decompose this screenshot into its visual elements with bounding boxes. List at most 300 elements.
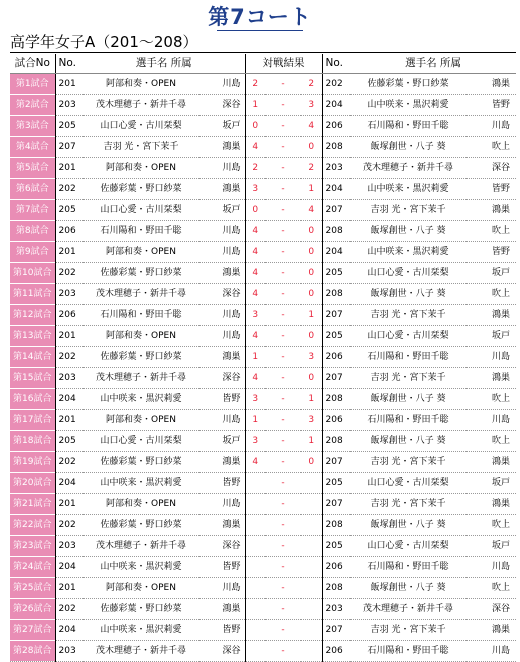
team1-no: 203 <box>55 95 83 116</box>
team1-affiliation: 川島 <box>199 305 245 326</box>
team1-players: 山中咲来・黒沢莉愛 <box>83 473 199 494</box>
team1-score: 3 <box>245 179 265 200</box>
team2-no: 206 <box>322 557 350 578</box>
score-separator: - <box>265 116 301 137</box>
table-row <box>10 368 516 389</box>
team1-no: 202 <box>55 179 83 200</box>
team2-score: 3 <box>301 410 322 431</box>
team1-players: 佐藤彩葉・野口紗菜 <box>83 452 199 473</box>
match-no-cell: 第9試合 <box>10 242 55 263</box>
team2-players: 石川陽和・野田千聡 <box>350 347 466 368</box>
team2-score: 2 <box>301 158 322 179</box>
team2-affiliation: 吹上 <box>466 284 516 305</box>
team2-players: 石川陽和・野田千聡 <box>350 116 466 137</box>
team1-score: 3 <box>245 431 265 452</box>
team1-affiliation: 川島 <box>199 158 245 179</box>
team2-affiliation: 深谷 <box>466 158 516 179</box>
team2-no: 208 <box>322 389 350 410</box>
score-separator: - <box>265 74 301 95</box>
score-separator: - <box>265 599 301 620</box>
team1-affiliation: 坂戸 <box>199 200 245 221</box>
score-separator: - <box>265 368 301 389</box>
team2-affiliation: 川島 <box>466 410 516 431</box>
table-row <box>10 221 516 242</box>
team1-players: 山口心愛・古川栞梨 <box>83 200 199 221</box>
team1-players: 山中咲来・黒沢莉愛 <box>83 389 199 410</box>
match-no-cell: 第6試合 <box>10 179 55 200</box>
team2-score <box>301 515 322 536</box>
match-table <box>10 54 516 662</box>
team2-players: 飯塚創世・八子 葵 <box>350 284 466 305</box>
team2-no: 207 <box>322 200 350 221</box>
match-no-cell: 第20試合 <box>10 473 55 494</box>
team2-affiliation: 鴻巣 <box>466 620 516 641</box>
table-row <box>10 431 516 452</box>
team1-score: 1 <box>245 410 265 431</box>
match-no-cell: 第28試合 <box>10 641 55 662</box>
team1-no: 201 <box>55 326 83 347</box>
match-no-cell: 第24試合 <box>10 557 55 578</box>
team1-score <box>245 473 265 494</box>
match-no-cell: 第25試合 <box>10 578 55 599</box>
table-row <box>10 536 516 557</box>
score-separator: - <box>265 158 301 179</box>
team2-no: 204 <box>322 179 350 200</box>
match-no-cell: 第27試合 <box>10 620 55 641</box>
team2-players: 山口心愛・古川栞梨 <box>350 473 466 494</box>
team1-no: 203 <box>55 536 83 557</box>
match-no-cell: 第3試合 <box>10 116 55 137</box>
team2-players: 石川陽和・野田千聡 <box>350 557 466 578</box>
team2-score: 1 <box>301 431 322 452</box>
team2-affiliation: 吹上 <box>466 389 516 410</box>
team2-players: 山中咲来・黒沢莉愛 <box>350 179 466 200</box>
team1-score: 3 <box>245 305 265 326</box>
team2-affiliation: 皆野 <box>466 242 516 263</box>
team1-score: 0 <box>245 116 265 137</box>
team1-players: 佐藤彩葉・野口紗菜 <box>83 179 199 200</box>
table-row <box>10 347 516 368</box>
team1-affiliation: 川島 <box>199 326 245 347</box>
score-separator: - <box>265 347 301 368</box>
score-separator: - <box>265 557 301 578</box>
team1-affiliation: 坂戸 <box>199 116 245 137</box>
team2-affiliation: 吹上 <box>466 137 516 158</box>
team2-affiliation: 深谷 <box>466 599 516 620</box>
team2-no: 206 <box>322 641 350 662</box>
team1-no: 205 <box>55 200 83 221</box>
team1-affiliation: 川島 <box>199 221 245 242</box>
team2-no: 207 <box>322 494 350 515</box>
match-no-cell: 第7試合 <box>10 200 55 221</box>
team1-affiliation: 皆野 <box>199 389 245 410</box>
court-title: 第7コート <box>208 5 312 29</box>
table-row <box>10 179 516 200</box>
team1-score: 4 <box>245 284 265 305</box>
team2-no: 203 <box>322 599 350 620</box>
team2-affiliation: 坂戸 <box>466 326 516 347</box>
team1-no: 202 <box>55 263 83 284</box>
score-separator: - <box>265 620 301 641</box>
score-separator: - <box>265 326 301 347</box>
team2-no: 202 <box>322 74 350 95</box>
team2-players: 山口心愛・古川栞梨 <box>350 263 466 284</box>
team1-score: 0 <box>245 200 265 221</box>
table-row <box>10 620 516 641</box>
score-separator: - <box>265 494 301 515</box>
table-row <box>10 305 516 326</box>
team2-no: 204 <box>322 95 350 116</box>
team2-no: 208 <box>322 137 350 158</box>
match-no-cell: 第14試合 <box>10 347 55 368</box>
team1-no: 202 <box>55 452 83 473</box>
table-row <box>10 284 516 305</box>
team1-players: 阿部和奏・OPEN <box>83 578 199 599</box>
team1-players: 佐藤彩葉・野口紗菜 <box>83 599 199 620</box>
team1-score: 1 <box>245 95 265 116</box>
match-no-cell: 第15試合 <box>10 368 55 389</box>
team1-players: 茂木理穂子・新井千尋 <box>83 641 199 662</box>
score-separator: - <box>265 242 301 263</box>
team1-no: 206 <box>55 221 83 242</box>
team1-affiliation: 鴻巣 <box>199 452 245 473</box>
score-separator: - <box>265 137 301 158</box>
table-row <box>10 158 516 179</box>
team1-players: 山中咲来・黒沢莉愛 <box>83 557 199 578</box>
team2-no: 207 <box>322 368 350 389</box>
team2-players: 飯塚創世・八子 葵 <box>350 389 466 410</box>
match-no-cell: 第12試合 <box>10 305 55 326</box>
table-row <box>10 494 516 515</box>
team2-no: 206 <box>322 410 350 431</box>
team2-no: 204 <box>322 242 350 263</box>
team2-score <box>301 620 322 641</box>
team2-players: 吉羽 光・宮下茉千 <box>350 368 466 389</box>
score-separator: - <box>265 284 301 305</box>
team2-players: 茂木理穂子・新井千尋 <box>350 158 466 179</box>
score-separator: - <box>265 578 301 599</box>
team2-no: 207 <box>322 620 350 641</box>
score-separator: - <box>265 95 301 116</box>
team1-score: 1 <box>245 347 265 368</box>
team2-players: 山口心愛・古川栞梨 <box>350 326 466 347</box>
team1-players: 山口心愛・古川栞梨 <box>83 116 199 137</box>
team1-affiliation: 深谷 <box>199 368 245 389</box>
team2-score: 3 <box>301 95 322 116</box>
team1-players: 佐藤彩葉・野口紗菜 <box>83 515 199 536</box>
table-header-row <box>10 54 516 74</box>
team2-score: 4 <box>301 200 322 221</box>
team1-players: 阿部和奏・OPEN <box>83 326 199 347</box>
team1-affiliation: 鴻巣 <box>199 347 245 368</box>
match-no-cell: 第1試合 <box>10 74 55 95</box>
team1-affiliation: 川島 <box>199 494 245 515</box>
team1-players: 茂木理穂子・新井千尋 <box>83 284 199 305</box>
team2-players: 吉羽 光・宮下茉千 <box>350 452 466 473</box>
header-match-no: 試合No <box>10 54 55 74</box>
match-no-cell: 第18試合 <box>10 431 55 452</box>
group-title-underline <box>10 52 516 53</box>
team2-score: 2 <box>301 74 322 95</box>
team2-affiliation: 坂戸 <box>466 263 516 284</box>
team2-affiliation: 川島 <box>466 116 516 137</box>
team1-score <box>245 515 265 536</box>
match-no-cell: 第10試合 <box>10 263 55 284</box>
team1-players: 山口心愛・古川栞梨 <box>83 431 199 452</box>
team1-players: 茂木理穂子・新井千尋 <box>83 536 199 557</box>
table-row <box>10 557 516 578</box>
team2-players: 吉羽 光・宮下茉千 <box>350 200 466 221</box>
team2-players: 飯塚創世・八子 葵 <box>350 137 466 158</box>
team1-players: 吉羽 光・宮下茉千 <box>83 137 199 158</box>
team1-no: 201 <box>55 578 83 599</box>
team2-score <box>301 536 322 557</box>
team2-affiliation: 吹上 <box>466 578 516 599</box>
score-separator: - <box>265 431 301 452</box>
team1-no: 205 <box>55 431 83 452</box>
team2-players: 飯塚創世・八子 葵 <box>350 578 466 599</box>
team1-affiliation: 鴻巣 <box>199 179 245 200</box>
team1-players: 阿部和奏・OPEN <box>83 242 199 263</box>
team1-affiliation: 鴻巣 <box>199 263 245 284</box>
team2-players: 山口心愛・古川栞梨 <box>350 536 466 557</box>
team2-no: 208 <box>322 515 350 536</box>
match-no-cell: 第11試合 <box>10 284 55 305</box>
team1-score: 4 <box>245 263 265 284</box>
table-row <box>10 242 516 263</box>
team1-no: 206 <box>55 305 83 326</box>
match-no-cell: 第8試合 <box>10 221 55 242</box>
table-row <box>10 200 516 221</box>
table-row <box>10 137 516 158</box>
team2-no: 208 <box>322 578 350 599</box>
table-row <box>10 410 516 431</box>
team1-affiliation: 川島 <box>199 410 245 431</box>
score-separator: - <box>265 200 301 221</box>
team1-no: 203 <box>55 284 83 305</box>
table-row <box>10 95 516 116</box>
team1-no: 201 <box>55 74 83 95</box>
team1-score: 4 <box>245 221 265 242</box>
team1-affiliation: 深谷 <box>199 641 245 662</box>
team2-affiliation: 吹上 <box>466 221 516 242</box>
score-separator: - <box>265 389 301 410</box>
team1-no: 204 <box>55 389 83 410</box>
team1-affiliation: 川島 <box>199 74 245 95</box>
team2-score: 1 <box>301 305 322 326</box>
team1-affiliation: 深谷 <box>199 536 245 557</box>
team1-affiliation: 皆野 <box>199 473 245 494</box>
team2-affiliation: 鴻巣 <box>466 305 516 326</box>
team2-affiliation: 鴻巣 <box>466 368 516 389</box>
team2-score: 0 <box>301 263 322 284</box>
table-row <box>10 263 516 284</box>
team2-score <box>301 578 322 599</box>
score-separator: - <box>265 179 301 200</box>
team2-players: 吉羽 光・宮下茉千 <box>350 494 466 515</box>
team2-score <box>301 494 322 515</box>
team2-score: 0 <box>301 326 322 347</box>
team1-affiliation: 皆野 <box>199 557 245 578</box>
team1-no: 207 <box>55 137 83 158</box>
team1-no: 201 <box>55 242 83 263</box>
match-no-cell: 第21試合 <box>10 494 55 515</box>
team2-score: 1 <box>301 179 322 200</box>
team1-no: 205 <box>55 116 83 137</box>
team2-affiliation: 鴻巣 <box>466 452 516 473</box>
team1-players: 阿部和奏・OPEN <box>83 494 199 515</box>
team2-score: 0 <box>301 221 322 242</box>
group-title: 高学年女子A（201～208） <box>10 33 198 51</box>
team2-no: 208 <box>322 284 350 305</box>
team1-no: 201 <box>55 494 83 515</box>
team1-score <box>245 599 265 620</box>
team1-score <box>245 494 265 515</box>
team1-score <box>245 578 265 599</box>
team1-players: 石川陽和・野田千聡 <box>83 305 199 326</box>
team2-no: 206 <box>322 116 350 137</box>
team1-affiliation: 鴻巣 <box>199 515 245 536</box>
header-no-2: No. <box>322 54 350 74</box>
team2-score: 0 <box>301 137 322 158</box>
team2-no: 205 <box>322 536 350 557</box>
table-row <box>10 326 516 347</box>
team1-no: 204 <box>55 473 83 494</box>
team2-affiliation: 皆野 <box>466 95 516 116</box>
team1-players: 石川陽和・野田千聡 <box>83 221 199 242</box>
team1-no: 204 <box>55 557 83 578</box>
match-no-cell: 第26試合 <box>10 599 55 620</box>
match-no-cell: 第4試合 <box>10 137 55 158</box>
table-row <box>10 473 516 494</box>
team2-affiliation: 鴻巣 <box>466 200 516 221</box>
team2-no: 207 <box>322 452 350 473</box>
team1-affiliation: 川島 <box>199 242 245 263</box>
header-players-team-2: 選手名 所属 <box>350 54 516 74</box>
team1-score: 3 <box>245 389 265 410</box>
team2-no: 207 <box>322 305 350 326</box>
team2-players: 佐藤彩葉・野口紗菜 <box>350 74 466 95</box>
table-row <box>10 641 516 662</box>
team2-players: 吉羽 光・宮下茉千 <box>350 620 466 641</box>
score-separator: - <box>265 221 301 242</box>
team1-score: 4 <box>245 137 265 158</box>
team1-score: 4 <box>245 326 265 347</box>
team1-no: 201 <box>55 410 83 431</box>
team1-no: 202 <box>55 515 83 536</box>
score-separator: - <box>265 305 301 326</box>
team2-no: 205 <box>322 326 350 347</box>
team1-score <box>245 620 265 641</box>
score-separator: - <box>265 452 301 473</box>
score-separator: - <box>265 536 301 557</box>
team2-no: 205 <box>322 263 350 284</box>
header-no: No. <box>55 54 83 74</box>
team1-no: 202 <box>55 599 83 620</box>
team2-players: 石川陽和・野田千聡 <box>350 641 466 662</box>
team1-score: 4 <box>245 452 265 473</box>
team1-score: 2 <box>245 74 265 95</box>
team2-affiliation: 皆野 <box>466 179 516 200</box>
team1-players: 山中咲来・黒沢莉愛 <box>83 620 199 641</box>
team2-players: 茂木理穂子・新井千尋 <box>350 599 466 620</box>
match-no-cell: 第23試合 <box>10 536 55 557</box>
team1-players: 阿部和奏・OPEN <box>83 74 199 95</box>
team1-no: 204 <box>55 620 83 641</box>
team2-score <box>301 473 322 494</box>
team2-affiliation: 川島 <box>466 641 516 662</box>
table-row <box>10 578 516 599</box>
match-no-cell: 第22試合 <box>10 515 55 536</box>
team1-players: 佐藤彩葉・野口紗菜 <box>83 263 199 284</box>
score-separator: - <box>265 410 301 431</box>
team2-players: 山中咲来・黒沢莉愛 <box>350 242 466 263</box>
team2-affiliation: 坂戸 <box>466 536 516 557</box>
team2-score: 0 <box>301 242 322 263</box>
team1-affiliation: 川島 <box>199 578 245 599</box>
team2-score <box>301 599 322 620</box>
team2-players: 飯塚創世・八子 葵 <box>350 515 466 536</box>
team2-no: 208 <box>322 221 350 242</box>
match-no-cell: 第5試合 <box>10 158 55 179</box>
team1-players: 茂木理穂子・新井千尋 <box>83 368 199 389</box>
team2-players: 石川陽和・野田千聡 <box>350 410 466 431</box>
table-row <box>10 599 516 620</box>
match-no-cell: 第16試合 <box>10 389 55 410</box>
team2-score <box>301 641 322 662</box>
team2-score <box>301 557 322 578</box>
team2-affiliation: 鴻巣 <box>466 74 516 95</box>
team1-affiliation: 鴻巣 <box>199 137 245 158</box>
team1-score: 4 <box>245 368 265 389</box>
match-no-cell: 第19試合 <box>10 452 55 473</box>
team1-affiliation: 深谷 <box>199 95 245 116</box>
team2-no: 208 <box>322 431 350 452</box>
match-no-cell: 第13試合 <box>10 326 55 347</box>
court-title-underline <box>217 30 303 31</box>
team1-affiliation: 鴻巣 <box>199 599 245 620</box>
team2-score: 3 <box>301 347 322 368</box>
team2-affiliation: 吹上 <box>466 515 516 536</box>
team2-affiliation: 坂戸 <box>466 473 516 494</box>
table-row <box>10 452 516 473</box>
team1-score <box>245 536 265 557</box>
team1-affiliation: 坂戸 <box>199 431 245 452</box>
team1-no: 203 <box>55 368 83 389</box>
team2-no: 203 <box>322 158 350 179</box>
score-separator: - <box>265 641 301 662</box>
table-row <box>10 389 516 410</box>
match-no-cell: 第17試合 <box>10 410 55 431</box>
team2-no: 205 <box>322 473 350 494</box>
team1-players: 佐藤彩葉・野口紗菜 <box>83 347 199 368</box>
team1-no: 202 <box>55 347 83 368</box>
score-separator: - <box>265 263 301 284</box>
team2-score: 0 <box>301 452 322 473</box>
table-row <box>10 515 516 536</box>
team2-players: 飯塚創世・八子 葵 <box>350 221 466 242</box>
score-separator: - <box>265 515 301 536</box>
team2-players: 山中咲来・黒沢莉愛 <box>350 95 466 116</box>
table-row <box>10 74 516 95</box>
team1-players: 茂木理穂子・新井千尋 <box>83 95 199 116</box>
team1-score: 4 <box>245 242 265 263</box>
team2-score: 1 <box>301 389 322 410</box>
team2-score: 0 <box>301 284 322 305</box>
team1-players: 阿部和奏・OPEN <box>83 158 199 179</box>
team2-affiliation: 鴻巣 <box>466 494 516 515</box>
team1-score: 2 <box>245 158 265 179</box>
